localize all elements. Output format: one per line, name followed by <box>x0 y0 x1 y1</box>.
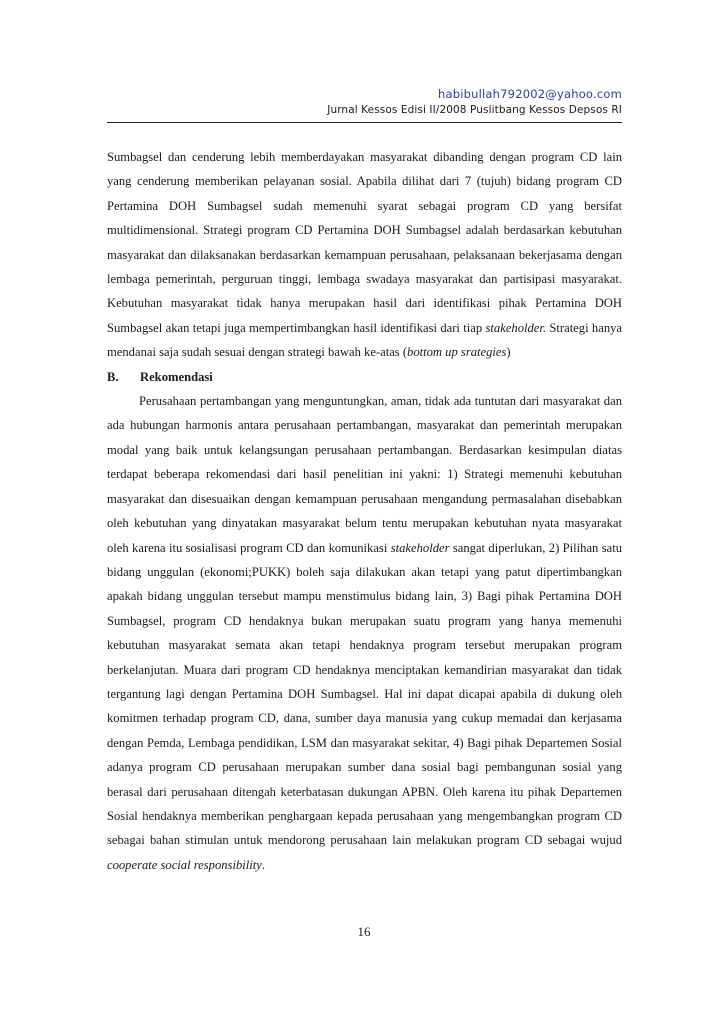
paragraph-text: Sumbagsel dan cenderung lebih memberdayakan masyarakat dibanding dengan program CD lain yang cenderung memberikan pelayanan sosial. Apabila dilihat dari 7 (tujuh) bidang program CD Pertamina DOH Sumbagsel sudah memenuhi syarat sebagai program CD yang bersifat multidimensional. Strategi program CD Pertamina DOH Sumbagsel adalah berdasarkan kebutuhan masyarakat dan dilaksanakan berdasarkan kemampuan perusahaan, pelaksanaan bekerjasama dengan lembaga pemerintah, perguruan tinggi, lembaga swadaya masyarakat dan partisipasi masyarakat. Kebutuhan masyarakat tidak hanya merupakan hasil dari identifikasi pihak Pertamina DOH Sumbagsel akan tetapi juga mempertimbangkan hasil identifikasi dari tiap <box>107 150 622 335</box>
paragraph-text: Perusahaan pertambangan yang menguntungkan, aman, tidak ada tuntutan dari masyarakat dan ada hubungan harmonis antara perusahaan pertambangan, masyarakat dan pemerintah merupakan modal yang baik untuk kelangsungan perusahaan pertambangan. Berdasarkan kesimpulan diatas terdapat beberapa rekomendasi dari hasil penelitian ini yakni: 1) Strategi memenuhi kebutuhan masyarakat dan disesuaikan dengan kemampuan perusahaan mengandung permasalahan disebabkan oleh kebutuhan yang dinyatakan masyarakat belum tentu merupakan kebutuhan nyata masyarakat oleh karena itu sosialisasi program CD dan komunikasi <box>107 394 622 555</box>
paragraph-text: ) <box>506 345 511 360</box>
section-heading <box>107 365 622 389</box>
paragraph-conclusion <box>107 145 622 365</box>
section-title: Rekomendasi <box>140 369 213 384</box>
paragraph-text: . <box>261 857 265 872</box>
paragraph-text: Strategi hanya mendanai saja sudah sesuai dengan strategi bawah ke-atas ( <box>107 320 622 360</box>
journal-citation: Jurnal Kessos Edisi II/2008 Puslitbang Kessos Depsos RI <box>327 104 622 116</box>
italic-term: stakeholder. <box>485 320 547 335</box>
running-header <box>327 87 622 118</box>
italic-term: cooperate social responsibility <box>107 857 262 872</box>
italic-term: stakeholder <box>390 540 450 555</box>
page-number: 16 <box>357 924 371 939</box>
section-number: B. <box>107 369 119 384</box>
paragraph-text: sangat diperlukan, 2) Pilihan satu bidang unggulan (ekonomi;PUKK) boleh saja dilakukan akan tetapi yang patut dipertimbangkan apakah bidang unggulan tersebut mampu menstimulus bidang lain, 3) Bagi pihak Pertamina DOH Sumbagsel, program CD hendaknya bukan merupakan suatu program yang hanya memenuhi kebutuhan masyarakat semata akan tetapi hendaknya program tersebut merupakan program berkelanjutan. Muara dari program CD hendaknya menciptakan kemandirian masyarakat dan tidak tergantung lagi dengan Pertamina DOH Sumbagsel. Hal ini dapat dicapai apabila di dukung oleh komitmen terhadap program CD, dana, sumber daya manusia yang cukup memadai dan kerjasama dengan Pemda, Lembaga pendidikan, LSM dan masyarakat sekitar, 4) Bagi pihak Departemen Sosial adanya program CD perusahaan merupakan sumber dana sosial bagi pembangunan sosial yang berasal dari perusahaan ditengah keterbatasan dukungan APBN. Oleh karena itu pihak Departemen Sosial hendaknya memberikan penghargaan kepada perusahaan yang mengembangkan program CD sebagai bahan stimulan untuk mendorong perusahaan lain melakukan program CD sebagai wujud <box>107 540 622 848</box>
header-divider <box>107 122 622 123</box>
paragraph-recommendations <box>107 389 622 877</box>
author-email: habibullah792002@yahoo.com <box>438 87 622 101</box>
page-body <box>107 145 622 877</box>
italic-term: bottom up srategies <box>407 345 507 360</box>
